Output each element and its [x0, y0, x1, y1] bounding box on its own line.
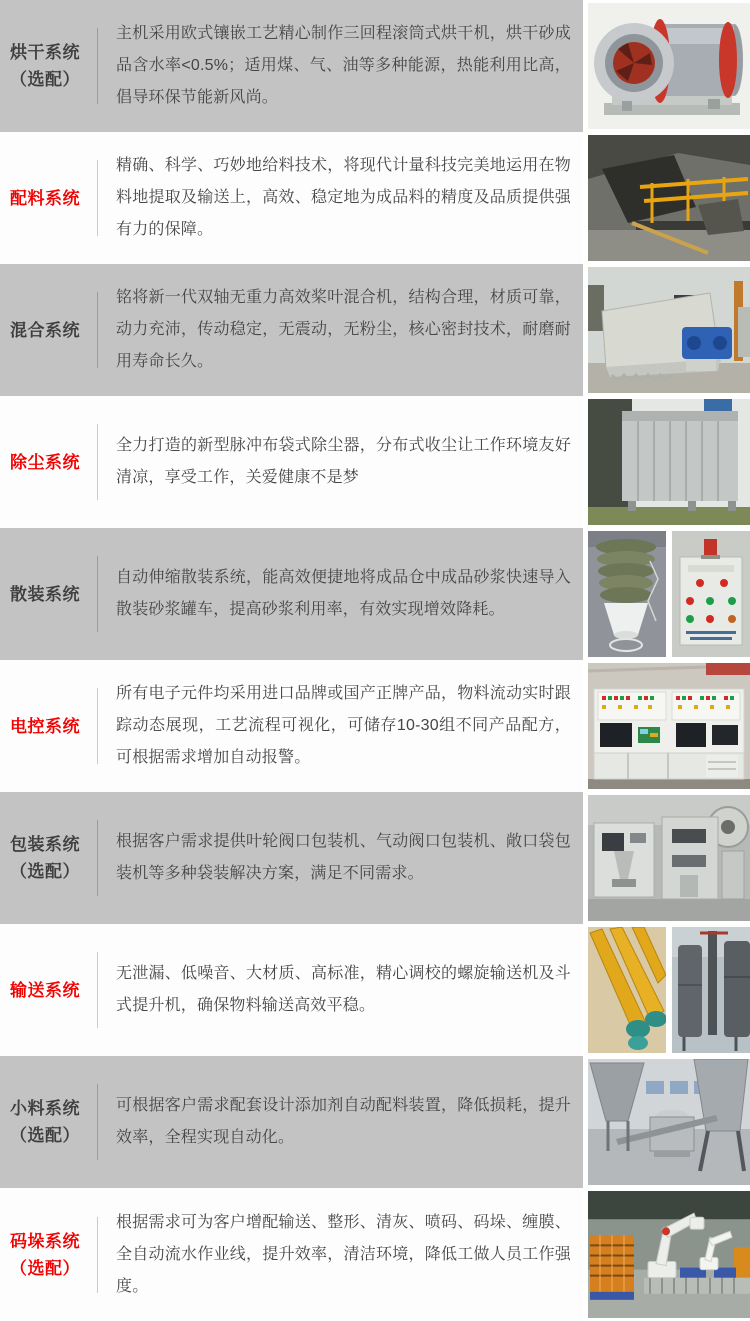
system-description: 全力打造的新型脉冲布袋式除尘器，分布式收尘让工作环境友好清凉，享受工作，关爱健康不是梦	[116, 437, 571, 486]
system-title-line2: （选配）	[10, 70, 80, 89]
system-row-drying	[0, 0, 750, 132]
system-row-batching	[0, 132, 750, 264]
system-title-drying	[0, 39, 97, 93]
system-description: 主机采用欧式镶嵌工艺精心制作三回程滚筒式烘干机，烘干砂成品含水率<0.5%；适用煤、气、油等多种能源，热能利用比高，倡导环保节能新风尚。	[116, 25, 571, 106]
system-description: 根据需求可为客户增配输送、整形、清灰、喷码、码垛、缠膜、全自动流水作业线，提升效率，清洁环境，降低工做人员工作强度。	[116, 1213, 571, 1295]
system-description: 可根据客户需求配套设计添加剂自动配料装置，降低损耗，提升效率，全程实现自动化。	[116, 1097, 571, 1146]
system-title-line2: （选配）	[10, 862, 80, 881]
system-description: 无泄漏、低噪音、大材质、高标准，精心调校的螺旋输送机及斗式提升机，确保物料输送高效平稳。	[116, 965, 571, 1014]
system-title-line1: 输送系统	[10, 980, 80, 1000]
system-row-small-material	[0, 1056, 750, 1188]
system-title-line2: （选配）	[10, 1126, 80, 1145]
system-row-bulk-loading	[0, 528, 750, 660]
system-description: 根据客户需求提供叶轮阀口包装机、气动阀口包装机、敞口袋包装机等多种袋装解决方案，满足不同需求。	[116, 833, 571, 882]
system-title-line1: 烘干系统	[10, 43, 80, 62]
system-title-dust-removal	[0, 449, 97, 476]
system-title-small-material	[0, 1095, 97, 1149]
rotary-drum-dryer-photo	[583, 0, 750, 132]
system-title-batching	[0, 185, 97, 212]
system-title-line1: 混合系统	[10, 320, 80, 340]
system-row-packing	[0, 792, 750, 924]
system-row-dust-removal	[0, 396, 750, 528]
dust-collector-photo	[583, 396, 750, 528]
system-description: 铭将新一代双轴无重力高效桨叶混合机，结构合理，材质可靠，动力充沛，传动稳定，无震动，无粉尘，核心密封技术，耐磨耐用寿命长久。	[116, 289, 571, 370]
system-title-conveying	[0, 977, 97, 1004]
system-title-line2: （选配）	[10, 1258, 80, 1278]
system-title-mixing	[0, 317, 97, 344]
system-row-electric-control	[0, 660, 750, 792]
system-title-line1: 电控系统	[10, 716, 80, 736]
bulk-loading-chute-photo	[583, 528, 750, 660]
system-row-conveying	[0, 924, 750, 1056]
system-row-palletizing	[0, 1188, 750, 1321]
twin-shaft-mixer-photo	[583, 264, 750, 396]
palletizing-robot-photo	[583, 1188, 750, 1321]
system-title-line1: 小料系统	[10, 1099, 80, 1118]
system-description: 自动伸缩散装系统，能高效便捷地将成品仓中成品砂浆快速导入散装砂浆罐车，提高砂浆利用率，有效实现增效降耗。	[116, 569, 571, 618]
screw-conveyor-silos-photo	[583, 924, 750, 1056]
system-title-line1: 码垛系统	[10, 1231, 80, 1251]
additive-dosing-photo	[583, 1056, 750, 1188]
system-title-electric-control	[0, 713, 97, 740]
system-title-bulk-loading	[0, 581, 97, 608]
system-description: 精确、科学、巧妙地给料技术，将现代计量科技完美地运用在物料地提取及输送上，高效、稳定地为成品料的精度及品质提供强有力的保障。	[116, 157, 571, 238]
system-title-packing	[0, 831, 97, 885]
system-title-palletizing	[0, 1228, 97, 1282]
system-title-line1: 配料系统	[10, 188, 80, 208]
system-title-line1: 包装系统	[10, 835, 80, 854]
control-console-photo	[583, 660, 750, 792]
system-title-line1: 散装系统	[10, 584, 80, 604]
system-row-mixing	[0, 264, 750, 396]
packing-machines-photo	[583, 792, 750, 924]
system-title-line1: 除尘系统	[10, 452, 80, 472]
batching-plant-photo	[583, 132, 750, 264]
system-description: 所有电子元件均采用进口品牌或国产正牌产品，物料流动实时跟踪动态展现，工艺流程可视化，可储存10-30组不同产品配方，可根据需求增加自动报警。	[116, 685, 571, 766]
